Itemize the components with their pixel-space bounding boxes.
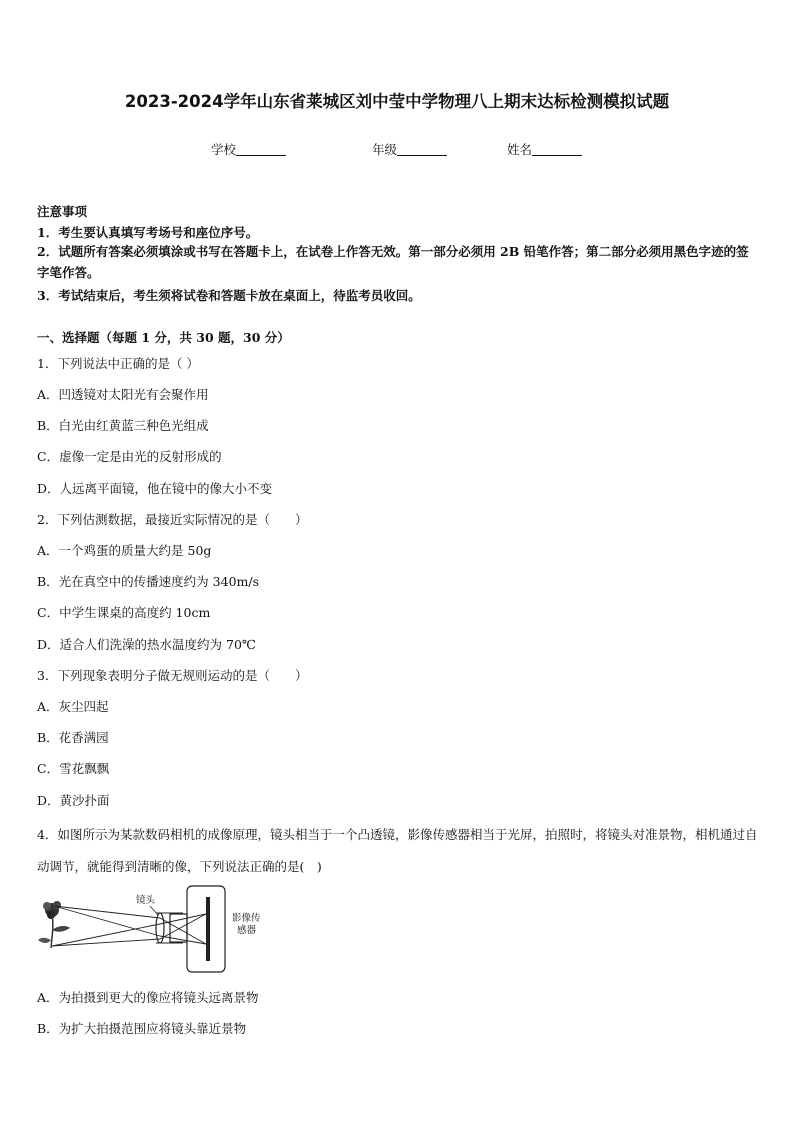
- q2-option-d: D．适合人们洗澡的热水温度约为 70℃: [37, 637, 256, 652]
- q4-option-a: A．为拍摄到更大的像应将镜头远离景物: [37, 990, 259, 1005]
- notice-item-2: 2．试题所有答案必须填涂或书写在答题卡上，在试卷上作答无效。第一部分必须用 2B 铅笔作答；第二部分必须用黑色字迹的签字笔作答。: [37, 244, 749, 280]
- flower-icon: [38, 901, 70, 948]
- school-label: 学校: [211, 142, 237, 157]
- grade-label: 年级: [372, 142, 398, 157]
- q3-option-d: D．黄沙扑面: [37, 793, 110, 808]
- camera-diagram: [38, 884, 278, 976]
- school-blank: [236, 143, 286, 156]
- q1-option-c: C．虚像一定是由光的反射形成的: [37, 449, 222, 464]
- notice-heading: 注意事项: [37, 204, 88, 219]
- school-field: [211, 140, 286, 158]
- q4-option-b: B．为扩大拍摄范围应将镜头靠近景物: [37, 1021, 247, 1036]
- q3-option-a: A．灰尘四起: [37, 699, 109, 714]
- section-heading: 一、选择题（每题 1 分，共 30 题，30 分）: [37, 330, 290, 345]
- name-field: [507, 140, 582, 158]
- lens-label: 镜头: [136, 895, 156, 906]
- q3-option-c: C．雪花飘飘: [37, 761, 110, 776]
- q1-option-d: D．人远离平面镜，他在镜中的像大小不变: [37, 481, 273, 496]
- grade-blank: [397, 143, 447, 156]
- question-1-stem: 1．下列说法中正确的是（ ）: [37, 356, 199, 371]
- exam-title: 2023-2024学年山东省莱城区刘中莹中学物理八上期末达标检测模拟试题: [124, 92, 670, 111]
- q1-option-a: A．凹透镜对太阳光有会聚作用: [37, 387, 209, 402]
- q2-option-b: B．光在真空中的传播速度约为 340m/s: [37, 574, 259, 589]
- notice-item-1: 1．考生要认真填写考场号和座位序号。: [37, 225, 259, 240]
- lens-pointer: [150, 906, 158, 915]
- image-sensor: [206, 897, 210, 961]
- q3-option-b: B．花香满园: [37, 730, 109, 745]
- question-4-stem: 4．如图所示为某款数码相机的成像原理，镜头相当于一个凸透镜，影像传感器相当于光屏，拍照时，将镜头对准景物，相机通过自动调节，就能得到清晰的像，下列说法正确的是( ): [37, 827, 758, 874]
- notice-item-3: 3．考试结束后，考生须将试卷和答题卡放在桌面上，待监考员收回。: [37, 288, 421, 303]
- name-label: 姓名: [507, 142, 533, 157]
- question-2-stem: 2．下列估测数据，最接近实际情况的是（ ）: [37, 512, 308, 527]
- q1-option-b: B．白光由红黄蓝三种色光组成: [37, 418, 209, 433]
- name-blank: [532, 143, 582, 156]
- ray-top-in: [54, 906, 160, 918]
- q2-option-c: C．中学生课桌的高度约 10cm: [37, 605, 211, 620]
- sensor-label-line1: 影像传: [232, 913, 261, 924]
- ray-bottom-out: [160, 914, 206, 924]
- ray-bottom-out-2: [160, 914, 206, 939]
- question-3-stem: 3．下列现象表明分子做无规则运动的是（ ）: [37, 668, 308, 683]
- grade-field: [372, 140, 447, 158]
- ray-top-in-2: [54, 906, 160, 936]
- q2-option-a: A．一个鸡蛋的质量大约是 50g: [37, 543, 212, 558]
- sensor-label-line2: 感器: [237, 925, 257, 936]
